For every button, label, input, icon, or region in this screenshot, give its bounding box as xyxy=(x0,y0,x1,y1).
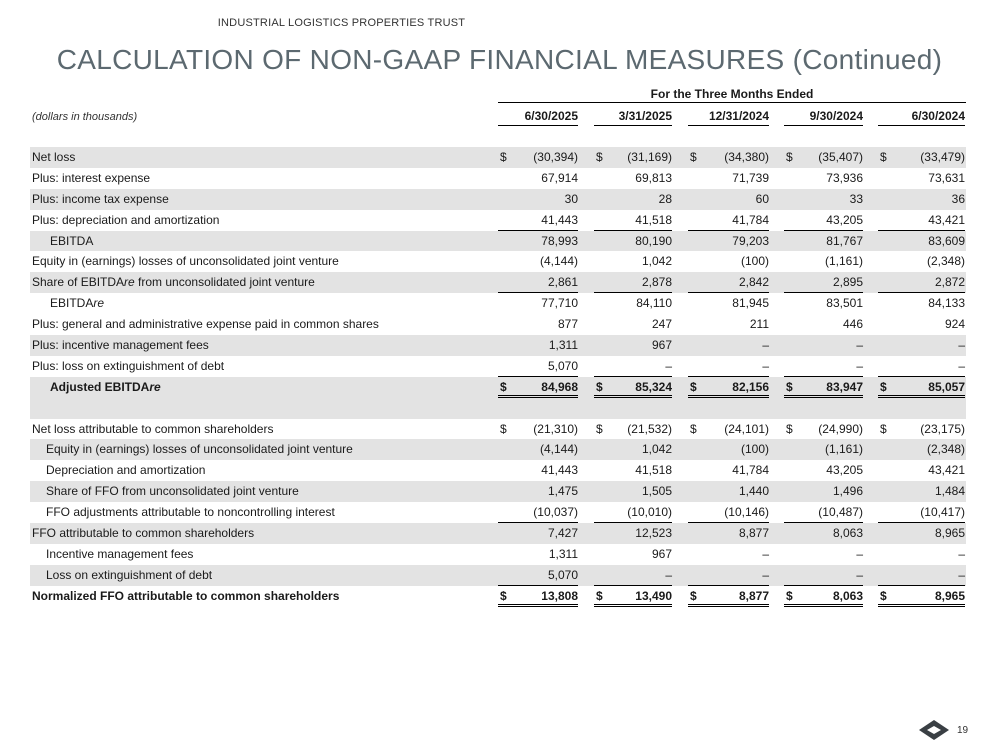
table-cell xyxy=(498,398,578,419)
cell-value: 41,518 xyxy=(635,212,672,227)
table-cell xyxy=(498,147,578,168)
cell-value: 41,518 xyxy=(635,463,672,478)
cell-value: – xyxy=(856,358,863,373)
table-cell xyxy=(784,147,863,168)
row-label: Depreciation and amortization xyxy=(46,463,206,478)
cell-value: 2,878 xyxy=(641,275,672,290)
table-cell xyxy=(688,419,769,440)
table-row xyxy=(30,335,966,356)
table-cell xyxy=(594,481,672,502)
column-header-1: 6/30/2025 xyxy=(498,109,578,126)
table-cell xyxy=(688,335,769,356)
currency-symbol: $ xyxy=(500,421,507,436)
table-cell xyxy=(498,272,578,293)
cell-value: (31,169) xyxy=(627,150,672,164)
table-row xyxy=(30,210,966,231)
cell-value: 247 xyxy=(651,317,672,332)
cell-value: 2,895 xyxy=(832,275,863,290)
table-cell xyxy=(498,168,578,189)
cell-value: (2,348) xyxy=(926,254,965,269)
table-cell xyxy=(498,293,578,314)
table-row xyxy=(30,293,966,314)
row-label: Net loss attributable to common shareholders xyxy=(32,421,274,436)
table-cell xyxy=(594,565,672,586)
table-cell xyxy=(688,398,769,419)
table-cell xyxy=(878,544,965,565)
cell-value: 67,914 xyxy=(541,170,578,185)
cell-value: 1,042 xyxy=(641,254,672,269)
currency-symbol: $ xyxy=(786,588,793,603)
table-cell xyxy=(594,544,672,565)
row-label: EBITDAre xyxy=(50,296,105,311)
table-cell xyxy=(498,251,578,272)
table-cell xyxy=(498,523,578,544)
row-label: Plus: incentive management fees xyxy=(32,338,209,353)
cell-value: – xyxy=(856,546,863,561)
table-cell xyxy=(498,565,578,586)
table-cell xyxy=(594,293,672,314)
table-cell xyxy=(878,168,965,189)
cell-value: (10,417) xyxy=(920,505,965,520)
currency-symbol: $ xyxy=(596,588,603,603)
table-cell xyxy=(594,356,672,377)
cell-value: 2,872 xyxy=(934,275,965,290)
spacer-row xyxy=(30,398,966,419)
table-cell xyxy=(688,356,769,377)
cell-value: 967 xyxy=(651,338,672,353)
table-cell xyxy=(784,251,863,272)
table-cell xyxy=(498,544,578,565)
cell-value: – xyxy=(762,546,769,561)
table-cell xyxy=(594,460,672,481)
cell-value: 85,057 xyxy=(928,379,965,394)
table-cell xyxy=(688,502,769,523)
cell-value: (10,037) xyxy=(533,505,578,520)
cell-value: (30,394) xyxy=(533,150,578,164)
table-row xyxy=(30,189,966,210)
row-label: Adjusted EBITDAre xyxy=(50,379,161,394)
currency-symbol: $ xyxy=(690,588,697,603)
table-cell xyxy=(498,502,578,523)
cell-value: 1,311 xyxy=(548,546,578,561)
currency-symbol: $ xyxy=(690,421,697,436)
cell-value: 82,156 xyxy=(732,379,769,394)
table-cell xyxy=(784,460,863,481)
cell-value: 8,063 xyxy=(832,526,863,541)
table-cell xyxy=(688,231,769,252)
table-cell xyxy=(878,377,965,398)
table-cell xyxy=(878,502,965,523)
table-cell xyxy=(498,481,578,502)
row-label: Equity in (earnings) losses of unconsolidated joint venture xyxy=(46,442,353,457)
table-row xyxy=(30,419,966,440)
currency-symbol: $ xyxy=(880,421,887,436)
table-cell xyxy=(594,231,672,252)
table-cell xyxy=(498,356,578,377)
cell-value: 41,443 xyxy=(541,463,578,478)
units-note: (dollars in thousands) xyxy=(32,111,138,123)
currency-symbol: $ xyxy=(500,379,507,394)
cell-value: 13,490 xyxy=(635,588,672,603)
table-cell xyxy=(878,251,965,272)
table-cell xyxy=(784,189,863,210)
cell-value: 84,133 xyxy=(928,296,965,311)
table-cell xyxy=(784,335,863,356)
currency-symbol: $ xyxy=(786,150,793,164)
company-logo-icon xyxy=(917,718,951,742)
table-cell xyxy=(878,356,965,377)
row-label: Incentive management fees xyxy=(46,546,194,561)
cell-value: 13,808 xyxy=(541,588,578,603)
table-cell xyxy=(594,377,672,398)
cell-value: 5,070 xyxy=(547,358,578,373)
table-row xyxy=(30,523,966,544)
cell-value: 8,965 xyxy=(934,588,965,603)
table-row xyxy=(30,377,966,398)
cell-value: 41,784 xyxy=(732,212,769,227)
table-cell xyxy=(878,210,965,231)
row-label: Plus: general and administrative expense paid in common shares xyxy=(32,317,379,332)
cell-value: 30 xyxy=(564,191,578,206)
currency-symbol: $ xyxy=(786,421,793,436)
table-row xyxy=(30,231,966,252)
cell-value: 28 xyxy=(658,191,672,206)
table-cell xyxy=(594,189,672,210)
table-row xyxy=(30,544,966,565)
table-cell xyxy=(878,439,965,460)
table-cell xyxy=(594,523,672,544)
table-cell xyxy=(784,210,863,231)
row-label: Share of EBITDAre from unconsolidated joint venture xyxy=(32,275,315,290)
cell-value: (23,175) xyxy=(920,421,965,436)
table-cell xyxy=(688,251,769,272)
table-cell xyxy=(878,481,965,502)
currency-symbol: $ xyxy=(880,588,887,603)
table-cell xyxy=(784,481,863,502)
table-cell xyxy=(878,189,965,210)
cell-value: 1,042 xyxy=(641,442,672,457)
table-cell xyxy=(594,398,672,419)
cell-value: 83,609 xyxy=(928,233,965,248)
table-cell xyxy=(878,335,965,356)
currency-symbol: $ xyxy=(880,150,887,164)
cell-value: 967 xyxy=(651,546,672,561)
cell-value: 84,110 xyxy=(636,296,672,311)
financial-table xyxy=(30,147,966,607)
cell-value: – xyxy=(665,567,672,582)
cell-value: (10,010) xyxy=(627,505,672,520)
table-cell xyxy=(878,586,965,607)
cell-value: 41,443 xyxy=(541,212,578,227)
table-cell xyxy=(878,523,965,544)
row-label: Loss on extinguishment of debt xyxy=(46,567,213,582)
table-cell xyxy=(498,189,578,210)
column-header-5: 6/30/2024 xyxy=(878,109,965,126)
table-cell xyxy=(594,147,672,168)
table-row xyxy=(30,502,966,523)
cell-value: (1,161) xyxy=(824,254,863,269)
cell-value: 71,739 xyxy=(732,170,769,185)
table-cell xyxy=(878,419,965,440)
cell-value: 85,324 xyxy=(635,379,672,394)
cell-value: – xyxy=(856,567,863,582)
cell-value: 211 xyxy=(749,317,769,332)
cell-value: 81,945 xyxy=(732,296,769,311)
cell-value: 7,427 xyxy=(547,526,578,541)
cell-value: 43,421 xyxy=(928,463,965,478)
company-name: INDUSTRIAL LOGISTICS PROPERTIES TRUST xyxy=(217,17,466,29)
table-cell xyxy=(784,377,863,398)
table-cell xyxy=(878,147,965,168)
table-cell xyxy=(688,523,769,544)
row-label: Plus: depreciation and amortization xyxy=(32,212,220,227)
table-cell xyxy=(498,335,578,356)
cell-value: (4,144) xyxy=(539,442,578,457)
cell-value: (21,532) xyxy=(627,421,672,436)
table-cell xyxy=(784,293,863,314)
table-cell xyxy=(498,419,578,440)
cell-value: 1,496 xyxy=(832,484,863,499)
table-cell xyxy=(878,314,965,335)
table-cell xyxy=(878,565,965,586)
cell-value: – xyxy=(762,358,769,373)
table-cell xyxy=(688,439,769,460)
cell-value: – xyxy=(762,338,769,353)
currency-symbol: $ xyxy=(500,588,507,603)
row-label: Net loss xyxy=(32,150,76,164)
cell-value: 8,877 xyxy=(738,588,769,603)
cell-value: 43,205 xyxy=(826,212,863,227)
table-cell xyxy=(688,272,769,293)
cell-value: (35,407) xyxy=(818,150,863,164)
table-row xyxy=(30,147,966,168)
table-cell xyxy=(784,544,863,565)
table-cell xyxy=(594,314,672,335)
table-row xyxy=(30,168,966,189)
cell-value: 1,505 xyxy=(641,484,672,499)
cell-value: (34,380) xyxy=(724,150,769,164)
table-cell xyxy=(594,335,672,356)
table-cell xyxy=(498,377,578,398)
cell-value: 924 xyxy=(944,317,965,332)
table-cell xyxy=(878,272,965,293)
table-cell xyxy=(594,419,672,440)
cell-value: 12,523 xyxy=(635,526,672,541)
table-cell xyxy=(498,586,578,607)
cell-value: 1,484 xyxy=(934,484,965,499)
table-cell xyxy=(784,502,863,523)
cell-value: 69,813 xyxy=(635,170,672,185)
cell-value: 60 xyxy=(755,191,769,206)
cell-value: 43,421 xyxy=(928,212,965,227)
table-cell xyxy=(784,439,863,460)
table-row xyxy=(30,565,966,586)
table-cell xyxy=(784,314,863,335)
table-cell xyxy=(784,586,863,607)
cell-value: 79,203 xyxy=(732,233,769,248)
currency-symbol: $ xyxy=(880,379,887,394)
cell-value: (10,146) xyxy=(724,505,769,520)
table-cell xyxy=(498,460,578,481)
table-cell xyxy=(688,565,769,586)
row-label: Share of FFO from unconsolidated joint venture xyxy=(46,484,299,499)
cell-value: 8,877 xyxy=(738,526,769,541)
table-cell xyxy=(784,231,863,252)
table-cell xyxy=(594,168,672,189)
cell-value: 83,947 xyxy=(826,379,863,394)
table-cell xyxy=(688,293,769,314)
currency-symbol: $ xyxy=(500,150,507,164)
table-row xyxy=(30,314,966,335)
cell-value: (24,990) xyxy=(818,421,863,436)
currency-symbol: $ xyxy=(596,150,603,164)
table-cell xyxy=(688,168,769,189)
table-row xyxy=(30,272,966,293)
table-cell xyxy=(594,272,672,293)
cell-value: 80,190 xyxy=(635,233,672,248)
cell-value: 83,501 xyxy=(826,296,863,311)
cell-value: (100) xyxy=(740,254,769,269)
table-cell xyxy=(878,398,965,419)
currency-symbol: $ xyxy=(596,379,603,394)
table-cell xyxy=(688,544,769,565)
row-label: FFO adjustments attributable to noncontrolling interest xyxy=(46,505,335,520)
page-title: CALCULATION OF NON-GAAP FINANCIAL MEASURES (Continued) xyxy=(56,44,943,75)
table-cell xyxy=(594,439,672,460)
cell-value: 77,710 xyxy=(541,296,578,311)
table-cell xyxy=(784,565,863,586)
cell-value: (100) xyxy=(740,442,769,457)
currency-symbol: $ xyxy=(690,150,697,164)
table-row xyxy=(30,251,966,272)
cell-value: – xyxy=(958,567,965,582)
currency-symbol: $ xyxy=(786,379,793,394)
table-row xyxy=(30,356,966,377)
table-row xyxy=(30,439,966,460)
currency-symbol: $ xyxy=(596,421,603,436)
table-cell xyxy=(498,231,578,252)
row-label: Plus: interest expense xyxy=(32,170,151,185)
cell-value: 33 xyxy=(849,191,863,206)
cell-value: (24,101) xyxy=(724,421,769,436)
cell-value: (10,487) xyxy=(818,505,863,520)
table-cell xyxy=(688,377,769,398)
table-cell xyxy=(784,523,863,544)
table-cell xyxy=(498,439,578,460)
cell-value: – xyxy=(958,338,965,353)
cell-value: 8,965 xyxy=(934,526,965,541)
cell-value: 8,063 xyxy=(832,588,863,603)
table-cell xyxy=(688,314,769,335)
table-cell xyxy=(594,210,672,231)
cell-value: 1,475 xyxy=(547,484,578,499)
row-label: Normalized FFO attributable to common shareholders xyxy=(32,588,340,603)
table-row xyxy=(30,586,966,607)
cell-value: 1,311 xyxy=(548,338,578,353)
cell-value: 78,993 xyxy=(541,233,578,248)
cell-value: 446 xyxy=(842,317,863,332)
cell-value: 877 xyxy=(557,317,578,332)
table-cell xyxy=(878,460,965,481)
row-label: Equity in (earnings) losses of unconsolidated joint venture xyxy=(32,254,339,269)
table-cell xyxy=(688,210,769,231)
table-cell xyxy=(784,419,863,440)
page-number: 19 xyxy=(957,725,969,736)
cell-value: 5,070 xyxy=(547,567,578,582)
table-cell xyxy=(784,356,863,377)
cell-value: 2,842 xyxy=(738,275,769,290)
table-cell xyxy=(784,272,863,293)
table-cell xyxy=(688,189,769,210)
cell-value: – xyxy=(762,567,769,582)
cell-value: (33,479) xyxy=(920,150,965,164)
table-row xyxy=(30,481,966,502)
column-header-3: 12/31/2024 xyxy=(688,109,769,126)
table-cell xyxy=(594,251,672,272)
currency-symbol: $ xyxy=(690,379,697,394)
table-cell xyxy=(878,231,965,252)
table-cell xyxy=(878,293,965,314)
cell-value: – xyxy=(665,358,672,373)
column-header-2: 3/31/2025 xyxy=(594,109,672,126)
table-cell xyxy=(594,502,672,523)
table-cell xyxy=(594,586,672,607)
cell-value: 1,440 xyxy=(738,484,769,499)
row-label: EBITDA xyxy=(50,233,94,248)
cell-value: – xyxy=(958,358,965,373)
table-cell xyxy=(498,210,578,231)
cell-value: 73,631 xyxy=(928,170,965,185)
cell-value: – xyxy=(958,546,965,561)
row-label: FFO attributable to common shareholders xyxy=(32,526,255,541)
table-cell xyxy=(688,481,769,502)
column-header-4: 9/30/2024 xyxy=(784,109,863,126)
table-cell xyxy=(784,168,863,189)
cell-value: 84,968 xyxy=(541,379,578,394)
cell-value: 2,861 xyxy=(547,275,578,290)
table-cell xyxy=(688,460,769,481)
cell-value: – xyxy=(856,338,863,353)
table-cell xyxy=(688,586,769,607)
row-label: Plus: loss on extinguishment of debt xyxy=(32,358,225,373)
table-cell xyxy=(688,147,769,168)
cell-value: (4,144) xyxy=(539,254,578,269)
cell-value: 81,767 xyxy=(826,233,863,248)
table-cell xyxy=(498,314,578,335)
cell-value: (21,310) xyxy=(533,421,578,436)
cell-value: 36 xyxy=(951,191,965,206)
cell-value: 73,936 xyxy=(826,170,863,185)
row-label: Plus: income tax expense xyxy=(32,191,169,206)
cell-value: 43,205 xyxy=(826,463,863,478)
table-cell xyxy=(784,398,863,419)
cell-value: 41,784 xyxy=(732,463,769,478)
cell-value: (2,348) xyxy=(926,442,965,457)
period-header: For the Three Months Ended xyxy=(498,87,966,103)
table-row xyxy=(30,460,966,481)
cell-value: (1,161) xyxy=(824,442,863,457)
